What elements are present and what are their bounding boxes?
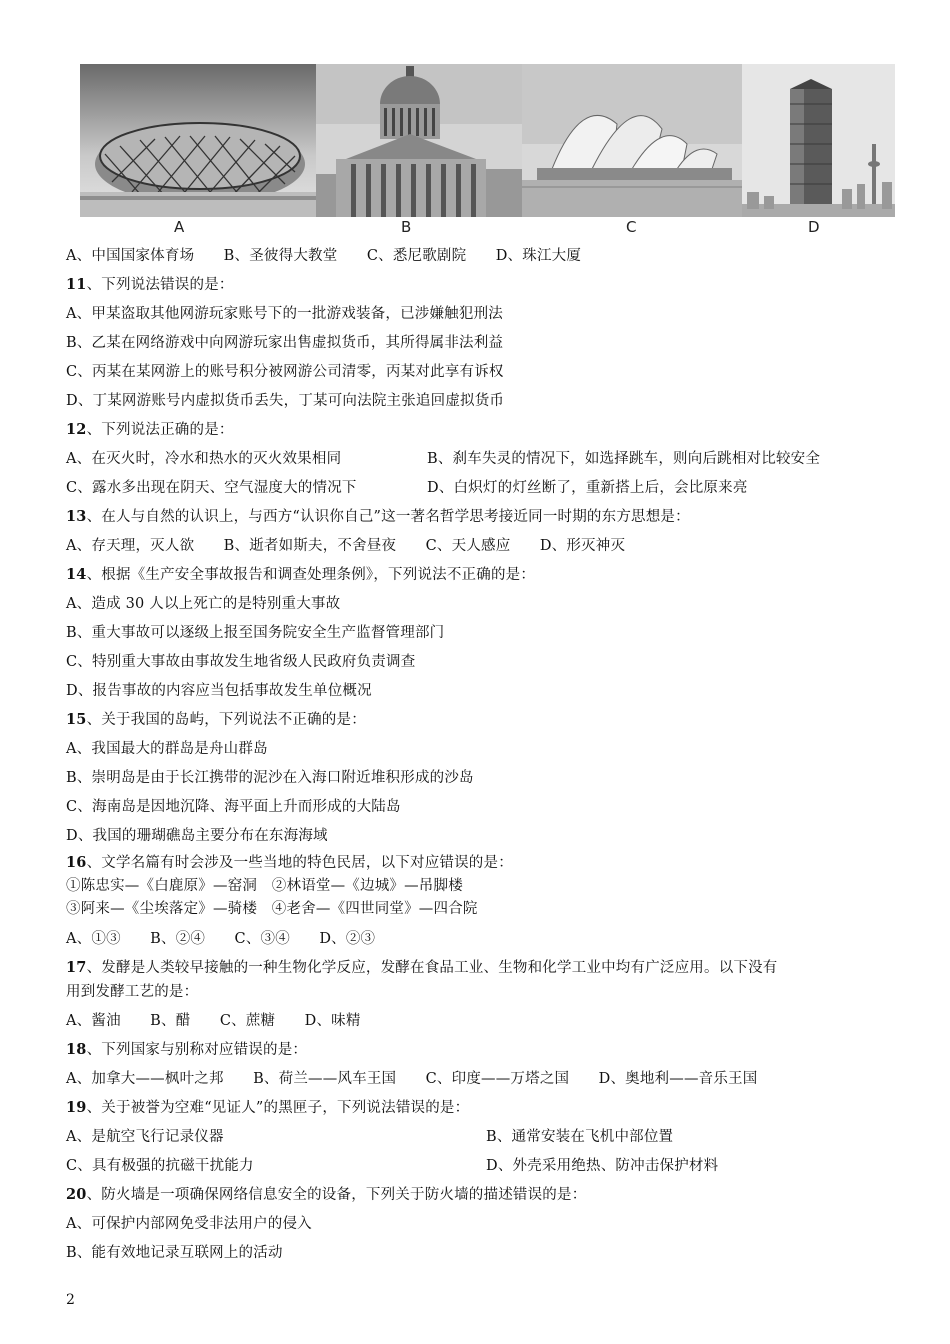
question-number: 13 bbox=[66, 508, 87, 525]
q20-option-a: A、可保护内部网免受非法用户的侵入 bbox=[66, 1216, 312, 1232]
q13-options: A、存天理，灭人欲 B、逝者如斯夫，不舍昼夜 C、天人感应 D、形灭神灭 bbox=[66, 538, 626, 554]
q18-options: A、加拿大——枫叶之邦 B、荷兰——风车王国 C、印度——万塔之国 D、奥地利——音乐王国 bbox=[66, 1071, 758, 1087]
q10-options: A、中国国家体育场 B、圣彼得大教堂 C、悉尼歌剧院 D、珠江大厦 bbox=[66, 248, 582, 264]
question-number: 17 bbox=[66, 959, 87, 976]
q17-stem-continued: 用到发酵工艺的是： bbox=[66, 984, 199, 1000]
question-text: 、关于被誉为空难“见证人”的黑匣子，下列说法错误的是： bbox=[86, 1100, 470, 1116]
photo-labels bbox=[0, 218, 950, 238]
q17-options: A、酱油 B、醋 C、蔗糖 D、味精 bbox=[66, 1013, 361, 1029]
question-text: 、根据《生产安全事故报告和调查处理条例》，下列说法不正确的是： bbox=[86, 567, 536, 583]
q15-stem bbox=[66, 710, 366, 730]
photo-a-birds-nest-stadium bbox=[80, 64, 316, 217]
q12-option-a: A、在灭火时，冷水和热水的灭火效果相同 bbox=[66, 451, 342, 467]
q14-option-d: D、报告事故的内容应当包括事故发生单位概况 bbox=[66, 683, 372, 699]
photo-b-st-isaacs-cathedral bbox=[316, 64, 522, 217]
photo-label-b: B bbox=[401, 218, 412, 236]
q19-option-c: C、具有极强的抗磁干扰能力 bbox=[66, 1158, 254, 1174]
q11-option-a: A、甲某盗取其他网游玩家账号下的一批游戏装备，已涉嫌触犯刑法 bbox=[66, 306, 503, 322]
q19-stem bbox=[66, 1098, 469, 1118]
photo-label-c: C bbox=[626, 218, 637, 236]
page-number: 2 bbox=[66, 1292, 75, 1308]
question-text: 、关于我国的岛屿，下列说法不正确的是： bbox=[86, 712, 366, 728]
q19-option-a: A、是航空飞行记录仪器 bbox=[66, 1129, 224, 1145]
q12-option-c: C、露水多出现在阴天、空气湿度大的情况下 bbox=[66, 480, 357, 496]
q14-option-a: A、造成 30 人以上死亡的是特别重大事故 bbox=[66, 596, 341, 612]
question-text: 、防火墙是一项确保网络信息安全的设备，下列关于防火墙的描述错误的是： bbox=[86, 1187, 587, 1203]
q14-stem bbox=[66, 565, 535, 585]
q12-option-b: B、刹车失灵的情况下，如选择跳车，则向后跳相对比较安全 bbox=[427, 451, 821, 467]
question-text: 、在人与自然的认识上，与西方“认识你自己”这一著名哲学思考接近同一时期的东方思想是： bbox=[86, 509, 690, 525]
q11-option-c: C、丙某在某网游上的账号积分被网游公司清零，丙某对此享有诉权 bbox=[66, 364, 504, 380]
photo-d-pearl-river-tower bbox=[742, 64, 895, 217]
photo-label-d: D bbox=[808, 218, 820, 236]
q19-option-b: B、通常安装在飞机中部位置 bbox=[486, 1129, 674, 1145]
q18-stem bbox=[66, 1040, 307, 1060]
q15-option-c: C、海南岛是因地沉降、海平面上升而形成的大陆岛 bbox=[66, 799, 401, 815]
q14-option-c: C、特别重大事故由事故发生地省级人民政府负责调查 bbox=[66, 654, 416, 670]
q16-item-line-2: ③阿来—《尘埃落定》—骑楼 ④老舍—《四世同堂》—四合院 bbox=[66, 901, 478, 917]
question-number: 16 bbox=[66, 854, 87, 871]
q13-stem bbox=[66, 507, 690, 527]
question-text: 、发酵是人类较早接触的一种生物化学反应，发酵在食品工业、生物和化学工业中均有广泛应用。以下没有 bbox=[86, 960, 778, 976]
q16-options: A、①③ B、②④ C、③④ D、②③ bbox=[66, 931, 376, 947]
q11-option-b: B、乙某在网络游戏中向网游玩家出售虚拟货币，其所得属非法利益 bbox=[66, 335, 504, 351]
photo-c-sydney-opera-house bbox=[522, 64, 742, 217]
question-number: 20 bbox=[66, 1186, 87, 1203]
question-text: 、下列说法正确的是： bbox=[86, 422, 234, 438]
q17-stem bbox=[66, 958, 778, 978]
q16-stem bbox=[66, 853, 513, 873]
question-number: 15 bbox=[66, 711, 87, 728]
q15-option-b: B、崇明岛是由于长江携带的泥沙在入海口附近堆积形成的沙岛 bbox=[66, 770, 474, 786]
building-photo-strip bbox=[80, 64, 895, 217]
q19-option-d: D、外壳采用绝热、防冲击保护材料 bbox=[486, 1158, 719, 1174]
question-text: 、下列说法错误的是： bbox=[86, 277, 234, 293]
question-number: 14 bbox=[66, 566, 87, 583]
q20-option-b: B、能有效地记录互联网上的活动 bbox=[66, 1245, 283, 1261]
q20-stem bbox=[66, 1185, 586, 1205]
q14-option-b: B、重大事故可以逐级上报至国务院安全生产监督管理部门 bbox=[66, 625, 445, 641]
question-number: 19 bbox=[66, 1099, 87, 1116]
q11-option-d: D、丁某网游账号内虚拟货币丢失，丁某可向法院主张追回虚拟货币 bbox=[66, 393, 505, 409]
q15-option-a: A、我国最大的群岛是舟山群岛 bbox=[66, 741, 268, 757]
q11-stem bbox=[66, 275, 234, 295]
q15-option-d: D、我国的珊瑚礁岛主要分布在东海海域 bbox=[66, 828, 328, 844]
question-number: 11 bbox=[66, 276, 87, 293]
question-number: 12 bbox=[66, 421, 87, 438]
question-number: 18 bbox=[66, 1041, 87, 1058]
q12-stem bbox=[66, 420, 234, 440]
photo-label-a: A bbox=[174, 218, 185, 236]
question-text: 、下列国家与别称对应错误的是： bbox=[86, 1042, 308, 1058]
q16-item-line-1: ①陈忠实—《白鹿原》—窑洞 ②林语堂—《边城》—吊脚楼 bbox=[66, 878, 463, 894]
question-text: 、文学名篇有时会涉及一些当地的特色民居，以下对应错误的是： bbox=[86, 855, 513, 871]
q12-option-d: D、白炽灯的灯丝断了，重新搭上后，会比原来亮 bbox=[427, 480, 748, 496]
